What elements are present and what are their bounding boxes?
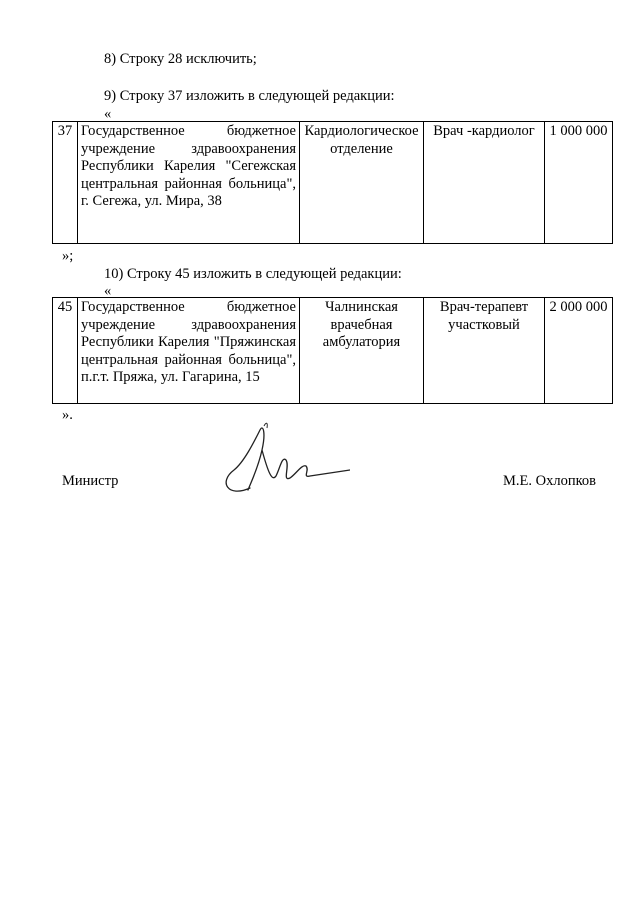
item-10-text: 10) Строку 45 изложить в следующей редакции: [104, 266, 402, 282]
department-cell: Чалнинская врачебная амбулатория [300, 298, 424, 404]
amount-cell: 1 000 000 [545, 122, 613, 244]
department-cell: Кардиологическое отделение [300, 122, 424, 244]
row-number: 37 [53, 122, 78, 244]
item-8-text: 8) Строку 28 исключить; [104, 51, 257, 67]
handwritten-signature [210, 420, 350, 500]
close-quote-2: ». [62, 407, 73, 423]
close-quote-1: »; [62, 248, 74, 264]
amount-cell: 2 000 000 [545, 298, 613, 404]
open-quote-2: « [104, 283, 112, 299]
row-number: 45 [53, 298, 78, 404]
signatory-title: Министр [62, 473, 119, 489]
open-quote: « [104, 106, 112, 122]
table-row-37 [52, 121, 613, 244]
item-9-text: 9) Строку 37 изложить в следующей редакции: [104, 88, 395, 104]
table-row-45 [52, 297, 613, 404]
position-cell: Врач-терапевт участковый [424, 298, 545, 404]
organization-cell: Государственное бюджетное учреждение здравоохранения Республики Карелия "Пряжинская центральная районная больница", п.г.т. Пряжа, ул. Гагарина, 15 [78, 298, 300, 404]
signatory-name: М.Е. Охлопков [503, 473, 596, 489]
position-cell: Врач -кардиолог [424, 122, 545, 244]
organization-cell: Государственное бюджетное учреждение здравоохранения Республики Карелия "Сегежская центральная районная больница", г. Сегежа, ул. Мира, 38 [78, 122, 300, 244]
